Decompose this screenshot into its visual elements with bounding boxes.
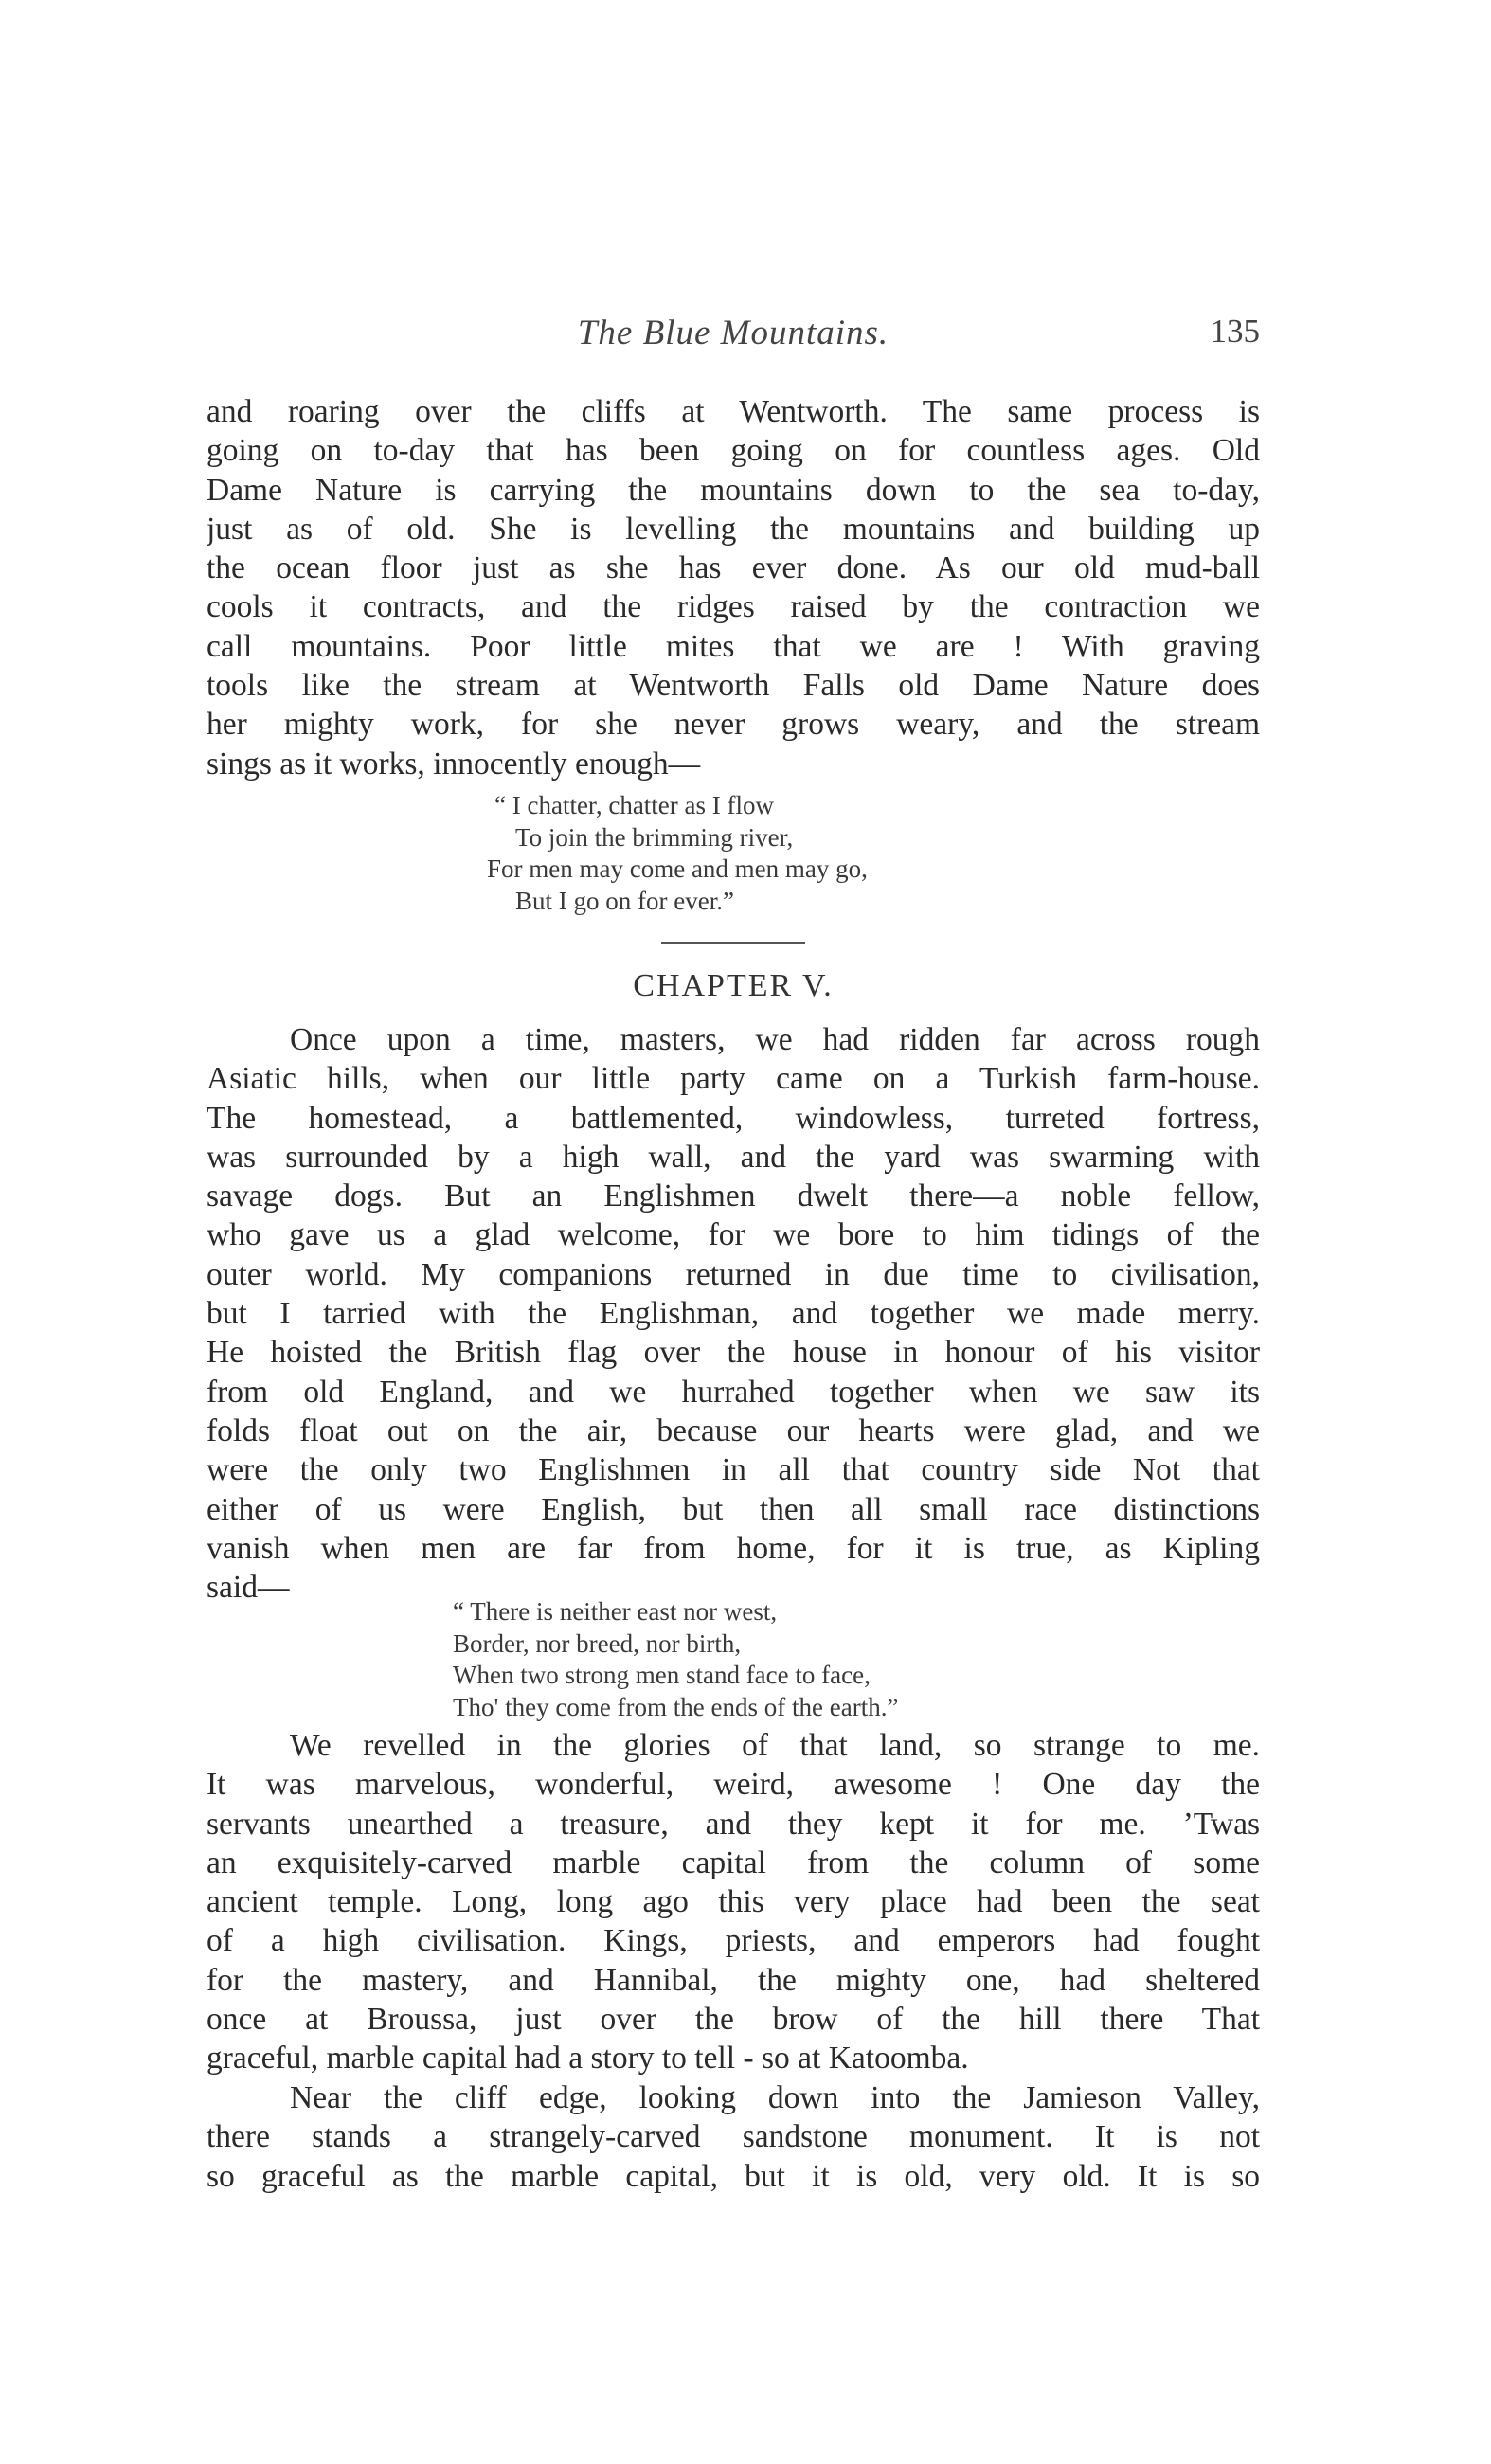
text-line: were the only two Englishmen in all that country side Not that	[207, 1452, 1260, 1488]
text-line: ancient temple. Long, long ago this very place had been the seat	[207, 1884, 1260, 1920]
text-line: We revelled in the glories of that land, so strange to me.	[290, 1728, 1260, 1763]
verse-line: “ There is neither east nor west,	[453, 1597, 778, 1626]
page-header	[207, 313, 1260, 360]
text-line: just as of old. She is levelling the mountains and building up	[207, 511, 1260, 547]
text-line: and roaring over the cliffs at Wentworth. The same process is	[207, 394, 1260, 429]
text-line: but I tarried with the Englishman, and together we made merry.	[207, 1296, 1260, 1332]
verse-line: To join the brimming river,	[515, 822, 794, 852]
text-line: there stands a strangely-carved sandstone monument. It is not	[207, 2119, 1260, 2155]
text-line: It was marvelous, wonderful, weird, awesome ! One day the	[207, 1767, 1260, 1803]
verse-line: Border, nor breed, nor birth,	[453, 1628, 742, 1658]
verse-line: For men may come and men may go,	[487, 854, 868, 883]
verse-quotation	[453, 1596, 898, 1723]
text-line: said—	[207, 1570, 290, 1606]
text-line: who gave us a glad welcome, for we bore to him tidings of the	[207, 1217, 1260, 1253]
chapter-heading: CHAPTER V.	[633, 968, 834, 1003]
text-line: an exquisitely-carved marble capital from the column of some	[207, 1844, 1260, 1880]
text-line: vanish when men are far from home, for it is true, as Kipling	[207, 1530, 1260, 1566]
text-line: folds float out on the air, because our hearts were glad, and we	[207, 1412, 1260, 1448]
text-line: either of us were English, but then all small race distinctions	[207, 1491, 1260, 1527]
text-line: going on to-day that has been going on for countless ages. Old	[207, 433, 1260, 469]
text-line: Dame Nature is carrying the mountains down to the sea to-day,	[207, 472, 1260, 508]
text-line: from old England, and we hurrahed together when we saw its	[207, 1374, 1260, 1410]
text-line: was surrounded by a high wall, and the yard was swarming with	[207, 1139, 1260, 1175]
text-line: He hoisted the British flag over the house in honour of his visitor	[207, 1335, 1260, 1371]
text-line: Once upon a time, masters, we had ridden far across rough	[290, 1022, 1260, 1057]
text-line: The homestead, a battlemented, windowless, turreted fortress,	[207, 1100, 1260, 1136]
page-number: 135	[1210, 313, 1260, 350]
text-line: outer world. My companions returned in due time to civilisation,	[207, 1256, 1260, 1292]
text-line: so graceful as the marble capital, but it is old, very old. It is so	[207, 2158, 1260, 2194]
paragraph-continuation	[207, 392, 1260, 783]
text-line: for the mastery, and Hannibal, the mighty one, had sheltered	[207, 1962, 1260, 1998]
text-line: call mountains. Poor little mites that we are ! With graving	[207, 628, 1260, 664]
paragraph	[207, 1726, 1260, 2078]
verse-line: Tho' they come from the ends of the earth.”	[453, 1692, 899, 1721]
paragraph	[207, 2078, 1260, 2196]
text-line: her mighty work, for she never grows weary, and the stream	[207, 707, 1260, 743]
text-line: cools it contracts, and the ridges raised by the contraction we	[207, 589, 1260, 625]
verse-line: When two strong men stand face to face,	[453, 1661, 871, 1689]
text-line: savage dogs. But an Englishmen dwelt there—a noble fellow,	[207, 1178, 1260, 1214]
text-line: graceful, marble capital had a story to tell - so at Katoomba.	[207, 2041, 969, 2077]
text-line: Near the cliff edge, looking down into the Jamieson Valley,	[290, 2080, 1260, 2115]
verse-line: “ I chatter, chatter as I flow	[494, 791, 775, 819]
verse-line: But I go on for ever.”	[515, 886, 734, 915]
text-line: the ocean floor just as she has ever done. As our old mud-ball	[207, 550, 1260, 586]
text-line: servants unearthed a treasure, and they kept it for me. ’Twas	[207, 1806, 1260, 1842]
running-title: The Blue Mountains.	[577, 314, 889, 352]
verse-quotation	[487, 790, 868, 917]
text-line: sings as it works, innocently enough—	[207, 746, 701, 782]
text-line: of a high civilisation. Kings, priests, and emperors had fought	[207, 1923, 1260, 1959]
paragraph	[207, 1020, 1260, 1607]
text-line: Asiatic hills, when our little party came on a Turkish farm-house.	[207, 1061, 1260, 1097]
text-line: once at Broussa, just over the brow of the hill there That	[207, 2002, 1260, 2038]
section-divider	[661, 942, 805, 944]
text-line: tools like the stream at Wentworth Falls old Dame Nature does	[207, 668, 1260, 704]
